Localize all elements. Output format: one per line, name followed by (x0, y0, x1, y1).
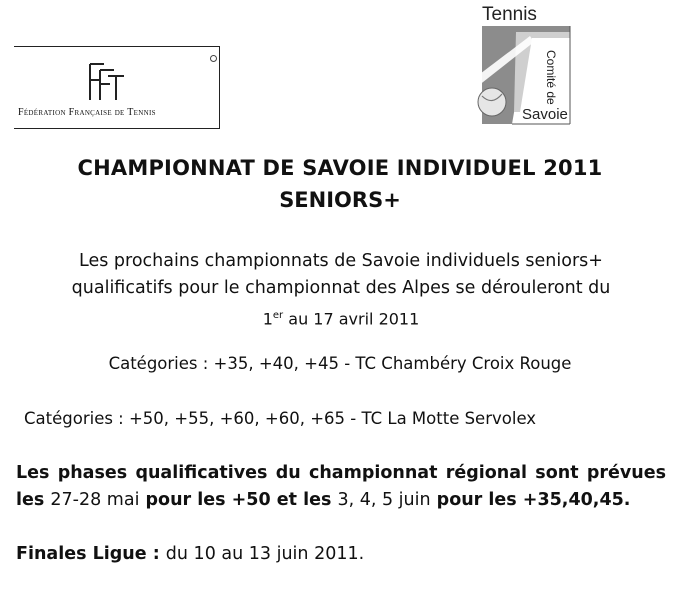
logo-word-tennis: Tennis (482, 4, 537, 25)
page-title: CHAMPIONNAT DE SAVOIE INDIVIDUEL 2011 (77, 156, 603, 180)
intro-dates (16, 302, 666, 332)
phases-date-2: 3, 4, 5 juin (337, 490, 431, 510)
phases-date-1: 27-28 mai (50, 490, 140, 510)
frame-marker-icon (210, 55, 217, 62)
intro-line-1: Les prochains championnats de Savoie individuels seniors+ (79, 251, 603, 271)
finales-line (16, 544, 666, 564)
logo-word-savoie: Savoie (522, 106, 568, 123)
fft-caption: Fédération Française de Tennis (18, 107, 156, 118)
page-subtitle: SENIORS+ (279, 188, 401, 212)
savoie-comite-logo (470, 2, 590, 128)
categories-line-1: Catégories : +35, +40, +45 - TC Chambéry Croix Rouge (108, 354, 572, 373)
logo-word-comite: Comité de (544, 50, 558, 105)
date-day: 1 (262, 309, 273, 329)
categories-line-2: Catégories : +50, +55, +60, +60, +65 - TC La Motte Servolex (24, 409, 537, 428)
phases-text-3: pour les +35,40,45. (430, 490, 631, 510)
phases-text-2: pour les +50 et les (139, 490, 338, 510)
fft-logo-icon (86, 60, 126, 104)
intro-line-2: qualificatifs pour le championnat des Alpes se dérouleront du (71, 278, 611, 298)
date-rest: au 17 avril 2011 (283, 309, 420, 329)
phases-paragraph (16, 460, 666, 514)
fft-underline (14, 128, 219, 129)
finales-label: Finales Ligue : (16, 544, 166, 564)
intro-paragraph (16, 248, 666, 332)
finales-dates: du 10 au 13 juin 2011. (165, 544, 365, 564)
date-sup: er (272, 310, 284, 321)
phases-text-1: Les phases qualificatives du championnat régional sont prévues les (16, 463, 666, 510)
